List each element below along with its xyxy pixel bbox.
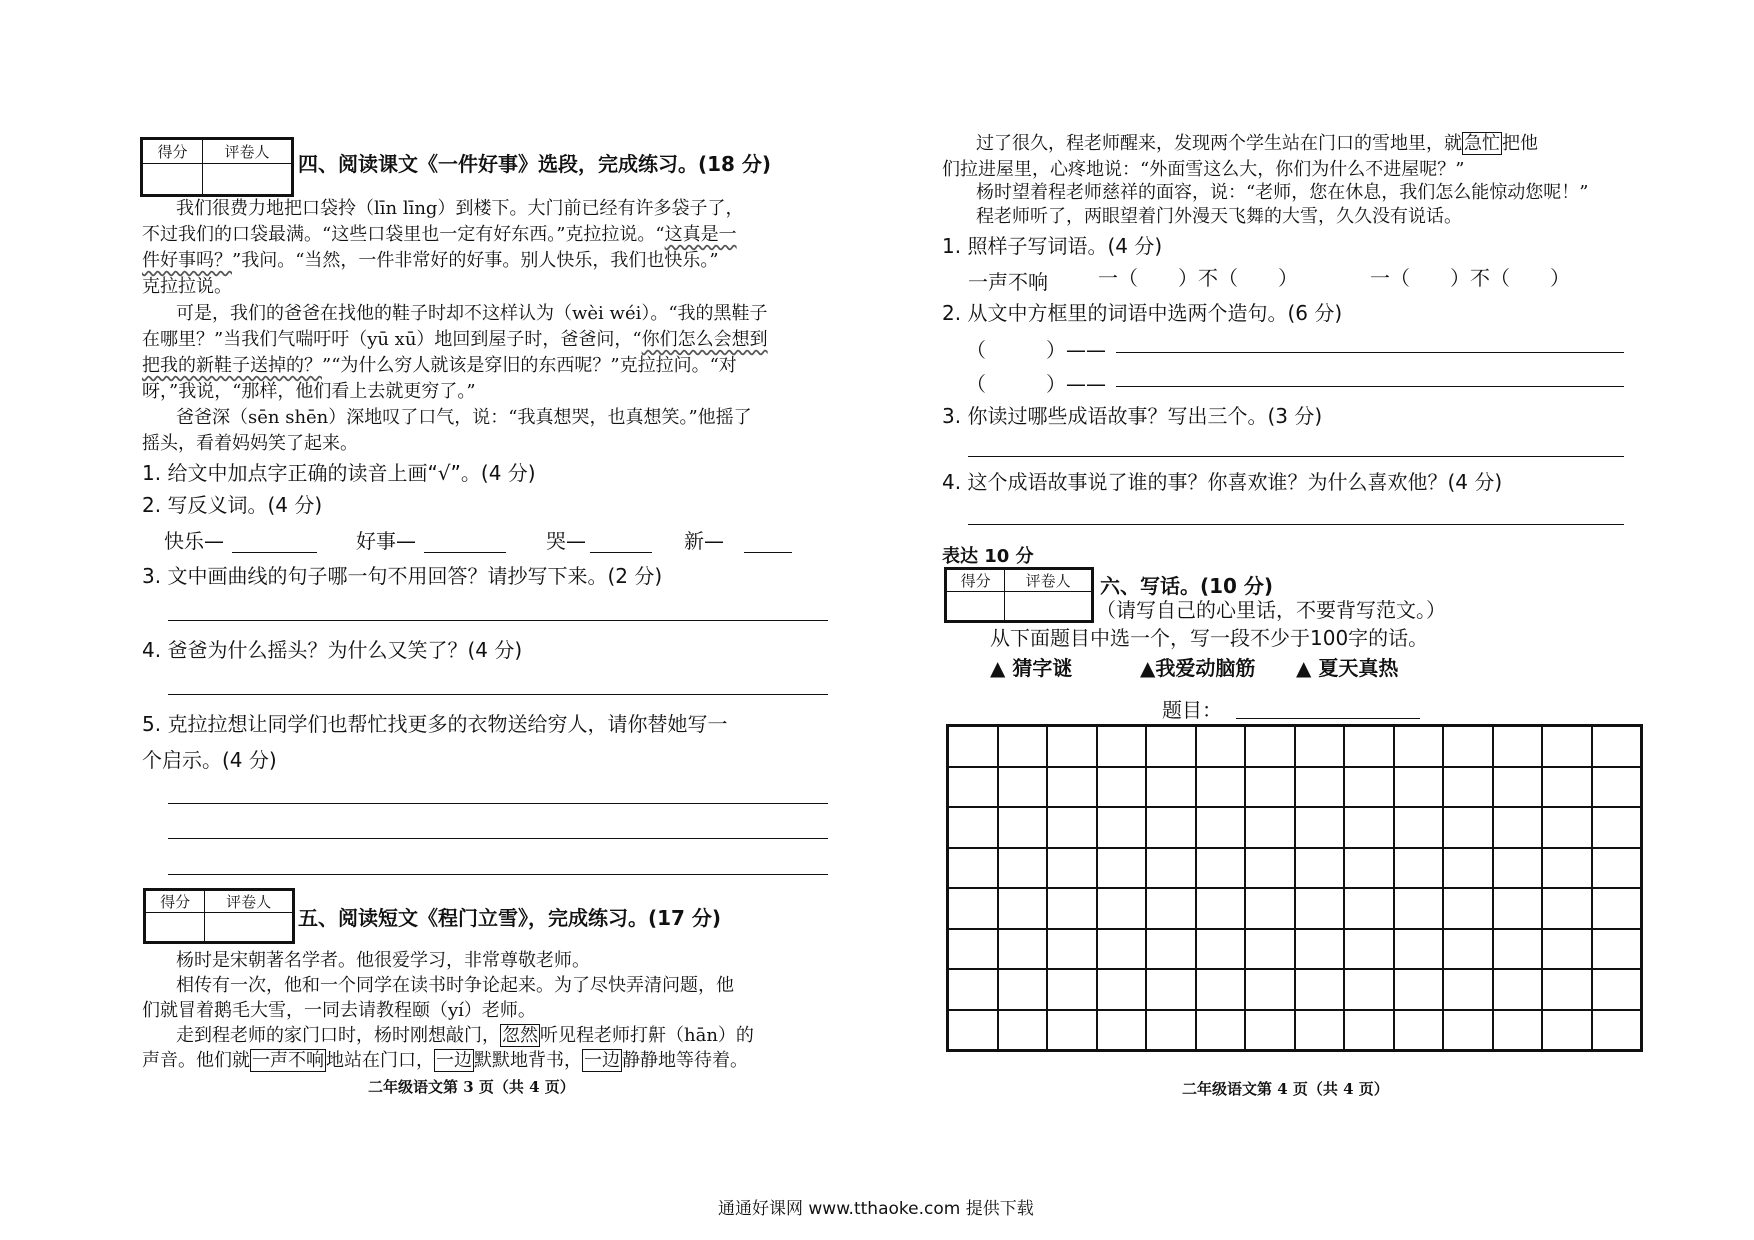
grid-cell[interactable] xyxy=(1542,767,1592,808)
answer-blank[interactable] xyxy=(590,552,652,553)
grid-cell[interactable] xyxy=(1196,726,1246,767)
grid-cell[interactable] xyxy=(998,726,1048,767)
grid-cell[interactable] xyxy=(1542,969,1592,1010)
section5-title: 五、阅读短文《程门立雪》，完成练习。(17 分) xyxy=(298,906,722,930)
grid-cell[interactable] xyxy=(1394,767,1444,808)
section6-title: 六、写话。(10 分) xyxy=(1100,574,1274,598)
answer-line[interactable] xyxy=(968,456,1624,457)
grid-cell[interactable] xyxy=(1196,929,1246,970)
grid-cell[interactable] xyxy=(948,969,998,1010)
passage-line: 杨时是宋朝著名学者。他很爱学习，非常尊敬老师。 xyxy=(176,950,590,971)
grid-cell[interactable] xyxy=(1542,929,1592,970)
question-2: 2. 从文中方框里的词语中选两个造句。(6 分) xyxy=(942,301,1343,325)
answer-line[interactable] xyxy=(968,524,1624,525)
grid-cell[interactable] xyxy=(1493,807,1543,848)
grid-cell[interactable] xyxy=(998,807,1048,848)
passage-line: 可是，我们的爸爸在找他的鞋子时却不这样认为（wèi wéi）。“我的黑鞋子 xyxy=(176,303,768,324)
grid-cell[interactable] xyxy=(1443,807,1493,848)
grid-cell[interactable] xyxy=(1592,929,1642,970)
grid-cell[interactable] xyxy=(1592,969,1642,1010)
pattern-blank[interactable]: 一（ ）不（ ） xyxy=(1098,266,1298,290)
writing-grid[interactable] xyxy=(946,724,1643,1052)
grid-row xyxy=(948,726,1641,767)
grid-cell[interactable] xyxy=(1394,969,1444,1010)
sentence-blank[interactable]: （ ）—— xyxy=(966,372,1106,396)
grid-cell[interactable] xyxy=(1443,969,1493,1010)
grid-cell[interactable] xyxy=(1493,848,1543,889)
question-4: 4. 爸爸为什么摇头？为什么又笑了？(4 分) xyxy=(142,638,523,662)
grid-cell[interactable] xyxy=(1344,726,1394,767)
topic-label: 题目： xyxy=(1162,698,1222,722)
passage-line: 摇头，看着妈妈笑了起来。 xyxy=(142,433,358,454)
grid-cell[interactable] xyxy=(1295,929,1345,970)
score-cell xyxy=(146,913,205,942)
grid-cell[interactable] xyxy=(1542,807,1592,848)
grid-cell[interactable] xyxy=(998,888,1048,929)
grid-cell[interactable] xyxy=(1493,1010,1543,1051)
grid-cell[interactable] xyxy=(1295,848,1345,889)
grid-cell[interactable] xyxy=(1344,929,1394,970)
grid-cell[interactable] xyxy=(998,929,1048,970)
question-5: 5. 克拉拉想让同学们也帮忙找更多的衣物送给穷人，请你替她写一 xyxy=(142,712,728,736)
score-header: 得分 xyxy=(146,891,205,913)
question-4: 4. 这个成语故事说了谁的事？你喜欢谁？为什么喜欢他？(4 分) xyxy=(942,470,1503,494)
score-header: 得分 xyxy=(947,570,1005,592)
passage-line: 不过我们的口袋最满。“这些口袋里也一定有好东西。”克拉拉说。“这真是一 xyxy=(142,224,737,245)
grid-cell[interactable] xyxy=(1295,888,1345,929)
grid-cell[interactable] xyxy=(1146,1010,1196,1051)
grid-cell[interactable] xyxy=(1097,1010,1147,1051)
boxed-word: 一边 xyxy=(436,1050,472,1071)
grid-cell[interactable] xyxy=(1493,969,1543,1010)
grid-cell[interactable] xyxy=(1047,767,1097,808)
topic-option: ▲ 夏天真热 xyxy=(1296,656,1399,680)
grid-cell[interactable] xyxy=(1097,969,1147,1010)
grid-cell[interactable] xyxy=(1097,726,1147,767)
writing-instruction: 从下面题目中选一个，写一段不少于100字的话。 xyxy=(990,626,1429,650)
boxed-word: 急忙 xyxy=(1464,133,1500,154)
grid-cell[interactable] xyxy=(998,848,1048,889)
answer-blank[interactable] xyxy=(424,552,506,553)
grid-cell[interactable] xyxy=(998,969,1048,1010)
expression-score: 表达 10 分 xyxy=(942,546,1034,567)
answer-line[interactable] xyxy=(168,694,828,695)
grid-cell[interactable] xyxy=(1443,848,1493,889)
answer-line[interactable] xyxy=(168,838,828,839)
grid-cell[interactable] xyxy=(1295,807,1345,848)
grid-cell[interactable] xyxy=(1146,888,1196,929)
grid-cell[interactable] xyxy=(1344,767,1394,808)
grid-cell[interactable] xyxy=(948,1010,998,1051)
score-box-sec4 xyxy=(140,137,294,197)
sentence-blank[interactable]: （ ）—— xyxy=(966,338,1106,362)
grid-cell[interactable] xyxy=(1146,969,1196,1010)
grid-cell[interactable] xyxy=(948,848,998,889)
grid-cell[interactable] xyxy=(948,929,998,970)
passage-line: 在哪里？”当我们气喘吁吁（yū xū）地回到屋子时，爸爸问，“你们怎么会想到 xyxy=(142,329,768,350)
passage-line: 呀，”我说，“那样，他们看上去就更穷了。” xyxy=(142,381,476,402)
grid-cell[interactable] xyxy=(1245,848,1295,889)
pattern-blank[interactable]: 一（ ）不（ ） xyxy=(1370,266,1570,290)
antonym-label: 哭— xyxy=(546,529,586,553)
grader-header: 评卷人 xyxy=(202,140,291,164)
grader-cell xyxy=(1005,592,1092,621)
grid-cell[interactable] xyxy=(1047,726,1097,767)
passage-line: 爸爸深（sēn shēn）深地叹了口气，说：“我真想哭，也真想笑。”他摇了 xyxy=(176,407,752,428)
grid-cell[interactable] xyxy=(1047,1010,1097,1051)
grid-cell[interactable] xyxy=(1146,848,1196,889)
grid-cell[interactable] xyxy=(1196,969,1246,1010)
answer-line[interactable] xyxy=(1116,386,1624,387)
grid-cell[interactable] xyxy=(1344,969,1394,1010)
page-footer-right: 二年级语文第 4 页（共 4 页） xyxy=(1182,1080,1389,1098)
grid-cell[interactable] xyxy=(1295,726,1345,767)
grid-cell[interactable] xyxy=(1592,767,1642,808)
grid-cell[interactable] xyxy=(1196,888,1246,929)
grid-cell[interactable] xyxy=(1196,848,1246,889)
grid-cell[interactable] xyxy=(1097,767,1147,808)
grid-cell[interactable] xyxy=(1443,1010,1493,1051)
topic-option: ▲我爱动脑筋 xyxy=(1140,656,1256,680)
boxed-word: 一边 xyxy=(584,1050,620,1071)
grid-cell[interactable] xyxy=(1245,726,1295,767)
grid-cell[interactable] xyxy=(1245,929,1295,970)
grid-cell[interactable] xyxy=(1295,969,1345,1010)
passage-line: 走到程老师的家门口时，杨时刚想敲门， 忽然 听见程老师打鼾（hān）的 xyxy=(176,1025,754,1046)
grid-row xyxy=(948,767,1641,808)
grader-cell xyxy=(205,913,293,942)
grid-cell[interactable] xyxy=(1047,969,1097,1010)
grid-cell[interactable] xyxy=(1344,888,1394,929)
grid-cell[interactable] xyxy=(1245,767,1295,808)
antonym-label: 好事— xyxy=(356,529,416,553)
passage-line: 克拉拉说。 xyxy=(142,276,232,297)
antonym-label: 新— xyxy=(684,529,724,553)
site-credit: 通通好课网 www.tthaoke.com 提供下载 xyxy=(718,1199,1034,1219)
grid-cell[interactable] xyxy=(1245,807,1295,848)
grid-cell[interactable] xyxy=(1443,726,1493,767)
passage-line: 把我的新鞋子送掉的？”“为什么穷人就该是穿旧的东西呢？”克拉拉问。“对 xyxy=(142,355,737,376)
answer-line[interactable] xyxy=(168,620,828,621)
passage-line: 声音。他们就 一声不响 地站在门口， 一边 默默地背书， 一边 静静地等待着。 xyxy=(142,1050,748,1071)
writing-note: （请写自己的心里话，不要背写范文。） xyxy=(1096,598,1446,622)
grid-row xyxy=(948,807,1641,848)
score-cell xyxy=(143,164,203,195)
score-box-sec6 xyxy=(944,567,1094,623)
answer-line[interactable] xyxy=(1116,352,1624,353)
grader-header: 评卷人 xyxy=(205,891,293,913)
wavy-sentence: 件好事吗？ xyxy=(142,250,232,271)
grid-cell[interactable] xyxy=(1146,807,1196,848)
grid-cell[interactable] xyxy=(1592,848,1642,889)
passage-line: 我们很费力地把口袋拎（līn līng）到楼下。大门前已经有许多袋子了， xyxy=(176,198,744,219)
example-word: 一声不响 xyxy=(968,270,1048,294)
grid-cell[interactable] xyxy=(1394,726,1444,767)
grid-cell[interactable] xyxy=(998,1010,1048,1051)
grid-cell[interactable] xyxy=(1542,888,1592,929)
grid-cell[interactable] xyxy=(1542,1010,1592,1051)
grid-cell[interactable] xyxy=(1245,1010,1295,1051)
question-1: 1. 照样子写词语。(4 分) xyxy=(942,234,1163,258)
grid-cell[interactable] xyxy=(1394,807,1444,848)
grader-cell xyxy=(202,164,291,195)
grid-cell[interactable] xyxy=(1196,767,1246,808)
grid-cell[interactable] xyxy=(948,767,998,808)
grid-cell[interactable] xyxy=(1097,848,1147,889)
grid-row xyxy=(948,1010,1641,1051)
grid-cell[interactable] xyxy=(1493,888,1543,929)
grid-cell[interactable] xyxy=(1542,848,1592,889)
grid-cell[interactable] xyxy=(1146,767,1196,808)
question-3: 3. 文中画曲线的句子哪一句不用回答？请抄写下来。(2 分) xyxy=(142,564,663,588)
grid-cell[interactable] xyxy=(1047,929,1097,970)
grid-cell[interactable] xyxy=(948,807,998,848)
grid-cell[interactable] xyxy=(1443,767,1493,808)
answer-line[interactable] xyxy=(168,803,828,804)
score-cell xyxy=(947,592,1005,621)
grid-cell[interactable] xyxy=(998,767,1048,808)
antonym-label: 快乐— xyxy=(164,529,224,553)
answer-line[interactable] xyxy=(168,874,828,875)
answer-blank[interactable] xyxy=(744,552,792,553)
grid-cell[interactable] xyxy=(1097,807,1147,848)
grid-cell[interactable] xyxy=(1196,1010,1246,1051)
question-5-cont: 个启示。(4 分) xyxy=(142,748,277,772)
question-1: 1. 给文中加点字正确的读音上画“√”。(4 分) xyxy=(142,461,536,485)
passage-line: 们拉进屋里，心疼地说：“外面雪这么大，你们为什么不进屋呢？” xyxy=(942,159,1465,180)
grid-cell[interactable] xyxy=(1097,929,1147,970)
grid-cell[interactable] xyxy=(1592,888,1642,929)
grid-cell[interactable] xyxy=(1493,929,1543,970)
boxed-word: 一声不响 xyxy=(252,1050,324,1071)
topic-option: ▲ 猜字谜 xyxy=(990,656,1073,680)
grid-cell[interactable] xyxy=(1592,726,1642,767)
topic-blank[interactable] xyxy=(1236,718,1420,719)
wavy-sentence: 把我的新鞋子送掉的？ xyxy=(142,355,322,376)
grid-cell[interactable] xyxy=(1196,807,1246,848)
passage-line: 件好事吗？”我问。“当然，一件非常好的好事。别人快乐，我们也快乐。” xyxy=(142,250,719,271)
grid-cell[interactable] xyxy=(1344,1010,1394,1051)
passage-line: 程老师听了，两眼望着门外漫天飞舞的大雪，久久没有说话。 xyxy=(976,206,1462,227)
grader-header: 评卷人 xyxy=(1005,570,1092,592)
passage-line: 相传有一次，他和一个同学在读书时争论起来。为了尽快弄清问题，他 xyxy=(176,975,734,996)
grid-cell[interactable] xyxy=(1295,767,1345,808)
answer-blank[interactable] xyxy=(232,552,317,553)
grid-cell[interactable] xyxy=(1443,929,1493,970)
grid-cell[interactable] xyxy=(1097,888,1147,929)
passage-line: 们就冒着鹅毛大雪，一同去请教程颐（yí）老师。 xyxy=(142,1000,536,1021)
grid-cell[interactable] xyxy=(1245,888,1295,929)
grid-cell[interactable] xyxy=(1493,767,1543,808)
question-2: 2. 写反义词。(4 分) xyxy=(142,493,323,517)
grid-row xyxy=(948,969,1641,1010)
grid-cell[interactable] xyxy=(1592,807,1642,848)
section4-title: 四、阅读课文《一件好事》选段，完成练习。(18 分) xyxy=(298,152,772,176)
grid-row xyxy=(948,848,1641,889)
grid-cell[interactable] xyxy=(1047,807,1097,848)
grid-cell[interactable] xyxy=(1344,848,1394,889)
score-box-sec5 xyxy=(143,888,295,944)
grid-cell[interactable] xyxy=(1592,1010,1642,1051)
grid-cell[interactable] xyxy=(948,888,998,929)
grid-cell[interactable] xyxy=(1394,929,1444,970)
grid-cell[interactable] xyxy=(1047,848,1097,889)
grid-cell[interactable] xyxy=(1394,1010,1444,1051)
boxed-word: 忽然 xyxy=(502,1025,538,1046)
grid-row xyxy=(948,888,1641,929)
grid-cell[interactable] xyxy=(1047,888,1097,929)
grid-cell[interactable] xyxy=(1245,969,1295,1010)
grid-cell[interactable] xyxy=(1394,888,1444,929)
grid-cell[interactable] xyxy=(1146,726,1196,767)
grid-cell[interactable] xyxy=(1542,726,1592,767)
passage-line: 杨时望着程老师慈祥的面容，说：“老师，您在休息，我们怎么能惊动您呢！” xyxy=(976,182,1589,203)
score-header: 得分 xyxy=(143,140,203,164)
grid-cell[interactable] xyxy=(1344,807,1394,848)
grid-cell[interactable] xyxy=(1295,1010,1345,1051)
grid-cell[interactable] xyxy=(1394,848,1444,889)
wavy-sentence: 这真是一 xyxy=(664,224,737,245)
wavy-sentence: 你们怎么会想到 xyxy=(641,329,768,350)
grid-cell[interactable] xyxy=(1493,726,1543,767)
grid-cell[interactable] xyxy=(1146,929,1196,970)
question-3: 3. 你读过哪些成语故事？写出三个。(3 分) xyxy=(942,404,1323,428)
grid-row xyxy=(948,929,1641,970)
grid-cell[interactable] xyxy=(1443,888,1493,929)
passage-line: 过了很久，程老师醒来，发现两个学生站在门口的雪地里，就 急忙 把他 xyxy=(976,133,1538,154)
page-footer-left: 二年级语文第 3 页（共 4 页） xyxy=(368,1078,575,1096)
grid-cell[interactable] xyxy=(948,726,998,767)
